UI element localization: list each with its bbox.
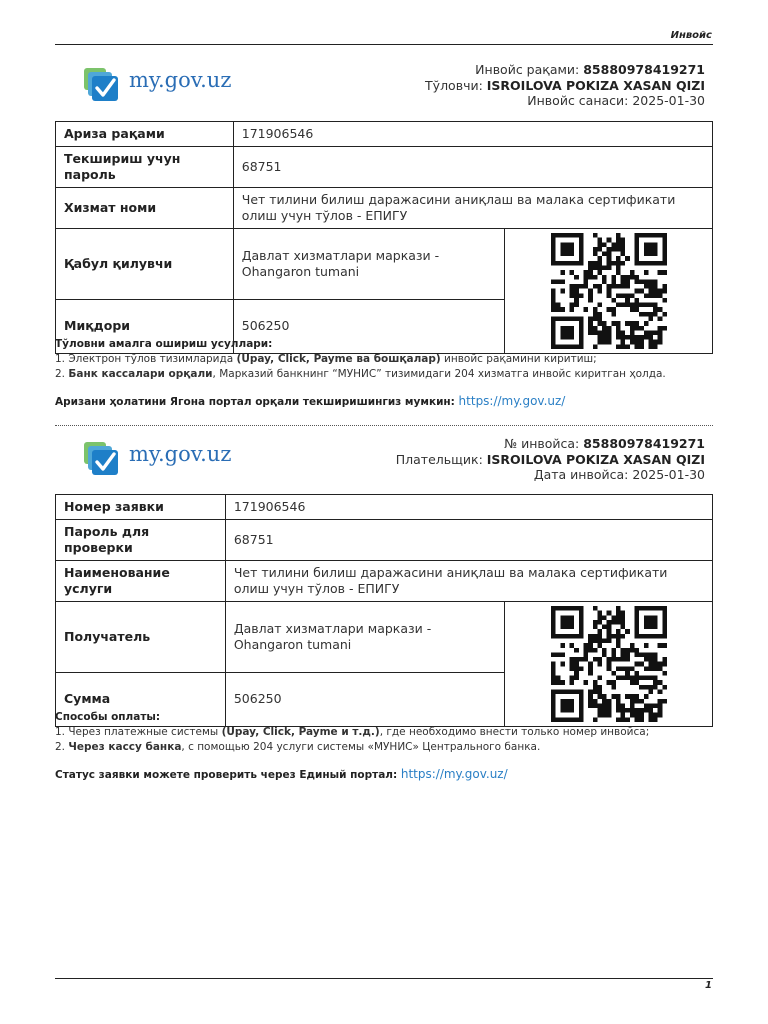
payment-methods-title: Тўловни амалга ошириш усуллари:	[55, 338, 273, 350]
payer-name: ISROILOVA POKIZA XASAN QIZI	[486, 77, 705, 93]
application-number-label: Ариза рақами	[56, 122, 234, 147]
footer-line	[55, 978, 713, 979]
payment-methods	[55, 710, 649, 755]
status-text: Статус заявки можете проверить через Единый портал:	[55, 769, 401, 781]
password-value: 68751	[233, 147, 712, 188]
invoice-info	[396, 436, 705, 483]
portal-link[interactable]: https://my.gov.uz/	[458, 394, 566, 408]
service-name-label: Наименование услуги	[56, 561, 226, 602]
amount-label: Сумма	[56, 672, 226, 726]
cut-line	[55, 425, 713, 426]
password-value: 68751	[225, 520, 712, 561]
recipient-label: Қабул қилувчи	[56, 229, 234, 300]
logo-text: my.gov.uz	[129, 442, 232, 466]
payer-label: Плательщик:	[395, 451, 487, 467]
invoice-date: 2025-01-30	[632, 93, 705, 108]
invoice-section-ru	[55, 436, 713, 796]
invoice-table	[55, 494, 713, 727]
password-label: Текшириш учун пароль	[56, 147, 234, 188]
qr-code-icon	[549, 233, 669, 349]
invoice-number-label: № инвойса:	[504, 436, 584, 451]
qr-code-cell	[505, 229, 713, 354]
header-line	[55, 44, 713, 45]
payment-methods	[55, 337, 666, 382]
invoice-number: 85880978419271	[583, 436, 705, 451]
qr-code-cell	[505, 602, 713, 727]
invoice-table	[55, 121, 713, 354]
amount-value: 506250	[225, 672, 504, 726]
amount-label: Миқдори	[56, 299, 234, 353]
portal-link[interactable]: https://my.gov.uz/	[400, 767, 508, 781]
invoice-date-label: Инвойс санаси:	[527, 93, 633, 108]
recipient-label: Получатель	[56, 602, 226, 673]
recipient-value: Давлат хизматлари маркази - Ohangaron tumani	[225, 602, 504, 673]
payment-method-2: 2. Через кассу банка, с помощью 204 услуги системы «МУНИС» Центрального банка.	[55, 741, 541, 753]
payer-label: Тўловчи:	[425, 77, 487, 93]
mygov-logo	[83, 62, 233, 104]
service-name-value: Чет тилини билиш даражасини аниқлаш ва малака сертификати олиш учун тўлов - ЕПИГУ	[225, 561, 712, 602]
logo-text: my.gov.uz	[129, 68, 232, 92]
status-check-line	[55, 767, 508, 781]
payment-method-1: 1. Через платежные системы (Upay, Click, Payme и т.д.), где необходимо внести только номер инвойса;	[55, 726, 650, 738]
payment-methods-title: Способы оплаты:	[55, 711, 161, 723]
password-label: Пароль для проверки	[56, 520, 226, 561]
amount-value: 506250	[233, 299, 504, 353]
invoice-number: 85880978419271	[583, 62, 705, 77]
status-check-line	[55, 394, 565, 408]
payment-method-2: 2. Банк кассалари орқали, Марказий банкнинг “МУНИС” тизимидаги 204 хизматга инвойс киритган ҳолда.	[55, 368, 666, 380]
service-name-label: Хизмат номи	[56, 188, 234, 229]
status-text: Аризани ҳолатини Ягона портал орқали текширишингиз мумкин:	[55, 396, 459, 408]
recipient-value: Давлат хизматлари маркази - Ohangaron tumani	[233, 229, 504, 300]
payer-name: ISROILOVA POKIZA XASAN QIZI	[486, 451, 705, 467]
page-number: 1	[705, 980, 712, 991]
invoice-number-label: Инвойс рақами:	[475, 62, 584, 77]
mygov-logo	[83, 436, 233, 478]
invoice-date: 2025-01-30	[632, 467, 705, 482]
invoice-section-uz	[55, 62, 713, 422]
service-name-value: Чет тилини билиш даражасини аниқлаш ва малака сертификати олиш учун тўлов - ЕПИГУ	[233, 188, 712, 229]
header-label: Инвойс	[670, 30, 712, 41]
application-number-label: Номер заявки	[56, 495, 226, 520]
payment-method-1: 1. Электрон тўлов тизимларида (Upay, Click, Payme ва бошқалар) инвойс рақамини киритиш;	[55, 353, 597, 365]
invoice-date-label: Дата инвойса:	[533, 467, 633, 482]
checkmark-logo-icon	[83, 440, 121, 476]
checkmark-logo-icon	[83, 66, 121, 102]
invoice-info	[425, 62, 705, 109]
application-number-value: 171906546	[233, 122, 712, 147]
qr-code-icon	[549, 606, 669, 722]
application-number-value: 171906546	[225, 495, 712, 520]
